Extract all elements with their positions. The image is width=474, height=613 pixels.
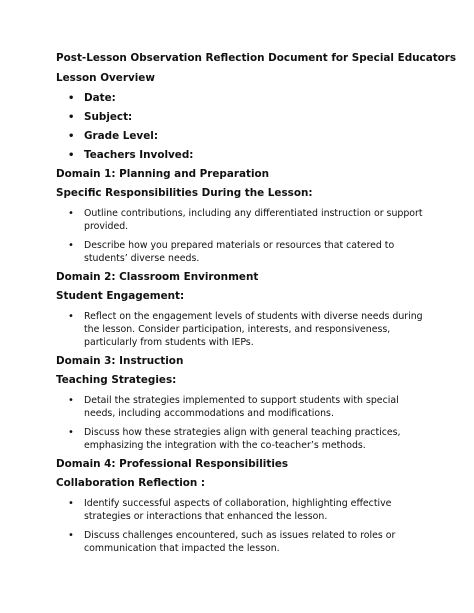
domain2-list: [56, 310, 426, 349]
bullet-icon: •: [68, 150, 75, 161]
document-title: Post-Lesson Observation Reflection Document for Special Educators: [56, 52, 457, 64]
bullet-icon: •: [68, 530, 74, 541]
list-item: • Outline contributions, including any differentiated instruction or support provided.: [68, 208, 423, 232]
domain3-heading: Domain 3: Instruction: [56, 355, 184, 367]
domain3-subheading: Teaching Strategies:: [56, 374, 177, 386]
bullet-icon: •: [68, 208, 74, 219]
list-item: • Reflect on the engagement levels of students with diverse needs during the lesson. Consider participation, interests, and responsiveness, particularly from students with IEPs.: [68, 311, 423, 348]
list-item-teachers-involved: • Teachers Involved:: [68, 149, 194, 161]
bullet-icon: •: [68, 395, 74, 406]
list-item-grade-level: • Grade Level:: [68, 130, 158, 142]
domain2-heading: Domain 2: Classroom Environment: [56, 271, 259, 283]
list-item: • Identify successful aspects of collaboration, highlighting effective strategies or interactions that enhanced the lesson.: [68, 498, 392, 522]
domain1-heading: Domain 1: Planning and Preparation: [56, 168, 270, 180]
lesson-overview-heading: Lesson Overview: [56, 72, 155, 84]
domain1-subheading: Specific Responsibilities During the Lesson:: [56, 187, 313, 199]
bullet-icon: •: [68, 112, 75, 123]
bullet-icon: •: [68, 93, 75, 104]
bullet-icon: •: [68, 240, 74, 251]
list-item-date: • Date:: [68, 92, 116, 104]
domain4-list: [56, 497, 426, 555]
domain1-list: [56, 207, 426, 265]
list-item: • Describe how you prepared materials or resources that catered to students’ diverse needs.: [68, 240, 395, 264]
domain4-heading: Domain 4: Professional Responsibilities: [56, 458, 289, 470]
domain2-subheading: Student Engagement:: [56, 290, 185, 302]
bullet-icon: •: [68, 498, 74, 509]
list-item: • Detail the strategies implemented to support students with special needs, including accommodations and modifications.: [68, 395, 399, 419]
list-item: • Discuss how these strategies align with general teaching practices, emphasizing the integration with the co-teacher’s methods.: [68, 427, 401, 451]
bullet-icon: •: [68, 311, 74, 322]
bullet-icon: •: [68, 131, 75, 142]
bullet-icon: •: [68, 427, 74, 438]
domain3-list: [56, 394, 426, 452]
list-item-subject: • Subject:: [68, 111, 133, 123]
domain4-subheading: Collaboration Reflection :: [56, 477, 206, 489]
list-item: • Discuss challenges encountered, such as issues related to roles or communication that impacted the lesson.: [68, 530, 396, 554]
document-page: [56, 52, 457, 561]
lesson-overview-list: [56, 92, 426, 162]
